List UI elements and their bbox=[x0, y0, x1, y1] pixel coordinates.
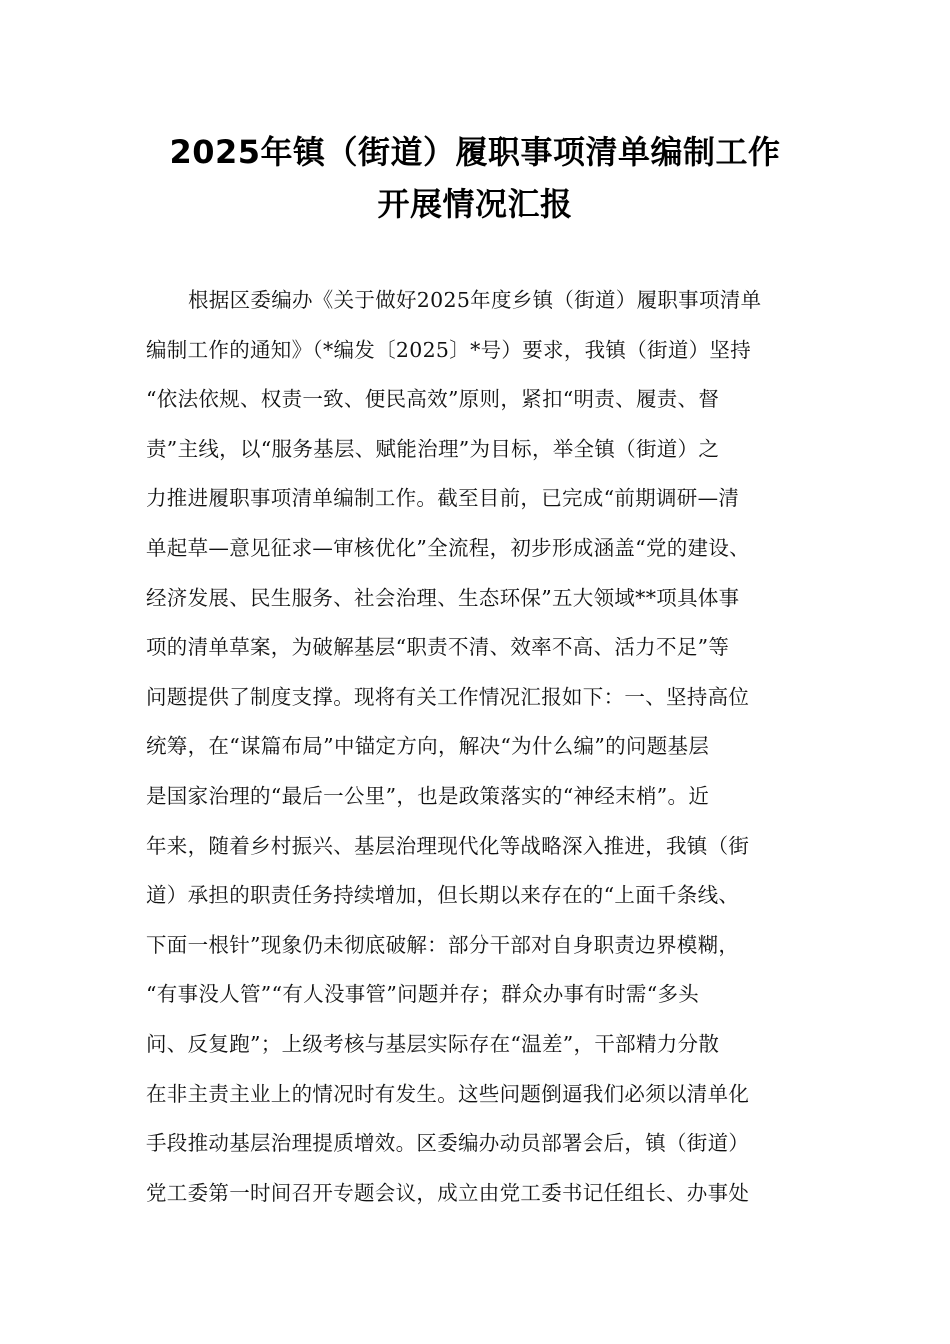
body-line: “有事没人管”“有人没事管”问题并存；群众办事有时需“多头 bbox=[146, 982, 700, 1007]
document-body bbox=[146, 282, 826, 1224]
body-line: 根据区委编办《关于做好2025年度乡镇（街道）履职事项清单 bbox=[188, 288, 762, 312]
body-line: “依法依规、权责一致、便民高效”原则，紧扣“明责、履责、督 bbox=[146, 387, 720, 412]
document-title-line-1: 2025年镇（街道）履职事项清单编制工作 bbox=[169, 133, 781, 171]
body-line: 是国家治理的“最后一公里”，也是政策落实的“神经末梢”。近 bbox=[146, 783, 710, 808]
body-line: 年来，随着乡村振兴、基层治理现代化等战略深入推进，我镇（街 bbox=[146, 833, 750, 858]
body-line: 单起草—意见征求—审核优化”全流程，初步形成涵盖“党的建设、 bbox=[146, 535, 750, 560]
body-line: 力推进履职事项清单编制工作。截至目前，已完成“前期调研—清 bbox=[146, 486, 740, 511]
body-line: 问题提供了制度支撑。现将有关工作情况汇报如下：一、坚持高位 bbox=[146, 684, 750, 709]
body-line: 问、反复跑”；上级考核与基层实际存在“温差”，干部精力分散 bbox=[146, 1031, 720, 1056]
body-line: 项的清单草案，为破解基层“职责不清、效率不高、活力不足”等 bbox=[146, 635, 730, 660]
body-line: 经济发展、民生服务、社会治理、生态环保”五大领域**项具体事 bbox=[146, 585, 740, 610]
body-line: 手段推动基层治理提质增效。区委编办动员部署会后，镇（街道） bbox=[146, 1131, 750, 1156]
body-line: 统筹，在“谋篇布局”中锚定方向，解决“为什么编”的问题基层 bbox=[146, 734, 710, 759]
document-title-line-2: 开展情况汇报 bbox=[377, 185, 573, 223]
body-line: 编制工作的通知》（*编发〔2025〕*号）要求，我镇（街道）坚持 bbox=[146, 337, 752, 362]
body-line: 党工委第一时间召开专题会议，成立由党工委书记任组长、办事处 bbox=[146, 1180, 750, 1205]
body-line: 下面一根针”现象仍未彻底破解：部分干部对自身职责边界模糊， bbox=[146, 932, 740, 957]
body-line: 责”主线，以“服务基层、赋能治理”为目标，举全镇（街道）之 bbox=[146, 436, 720, 461]
body-line: 在非主责主业上的情况时有发生。这些问题倒逼我们必须以清单化 bbox=[146, 1081, 750, 1106]
body-line: 道）承担的职责任务持续增加，但长期以来存在的“上面千条线、 bbox=[146, 883, 740, 908]
